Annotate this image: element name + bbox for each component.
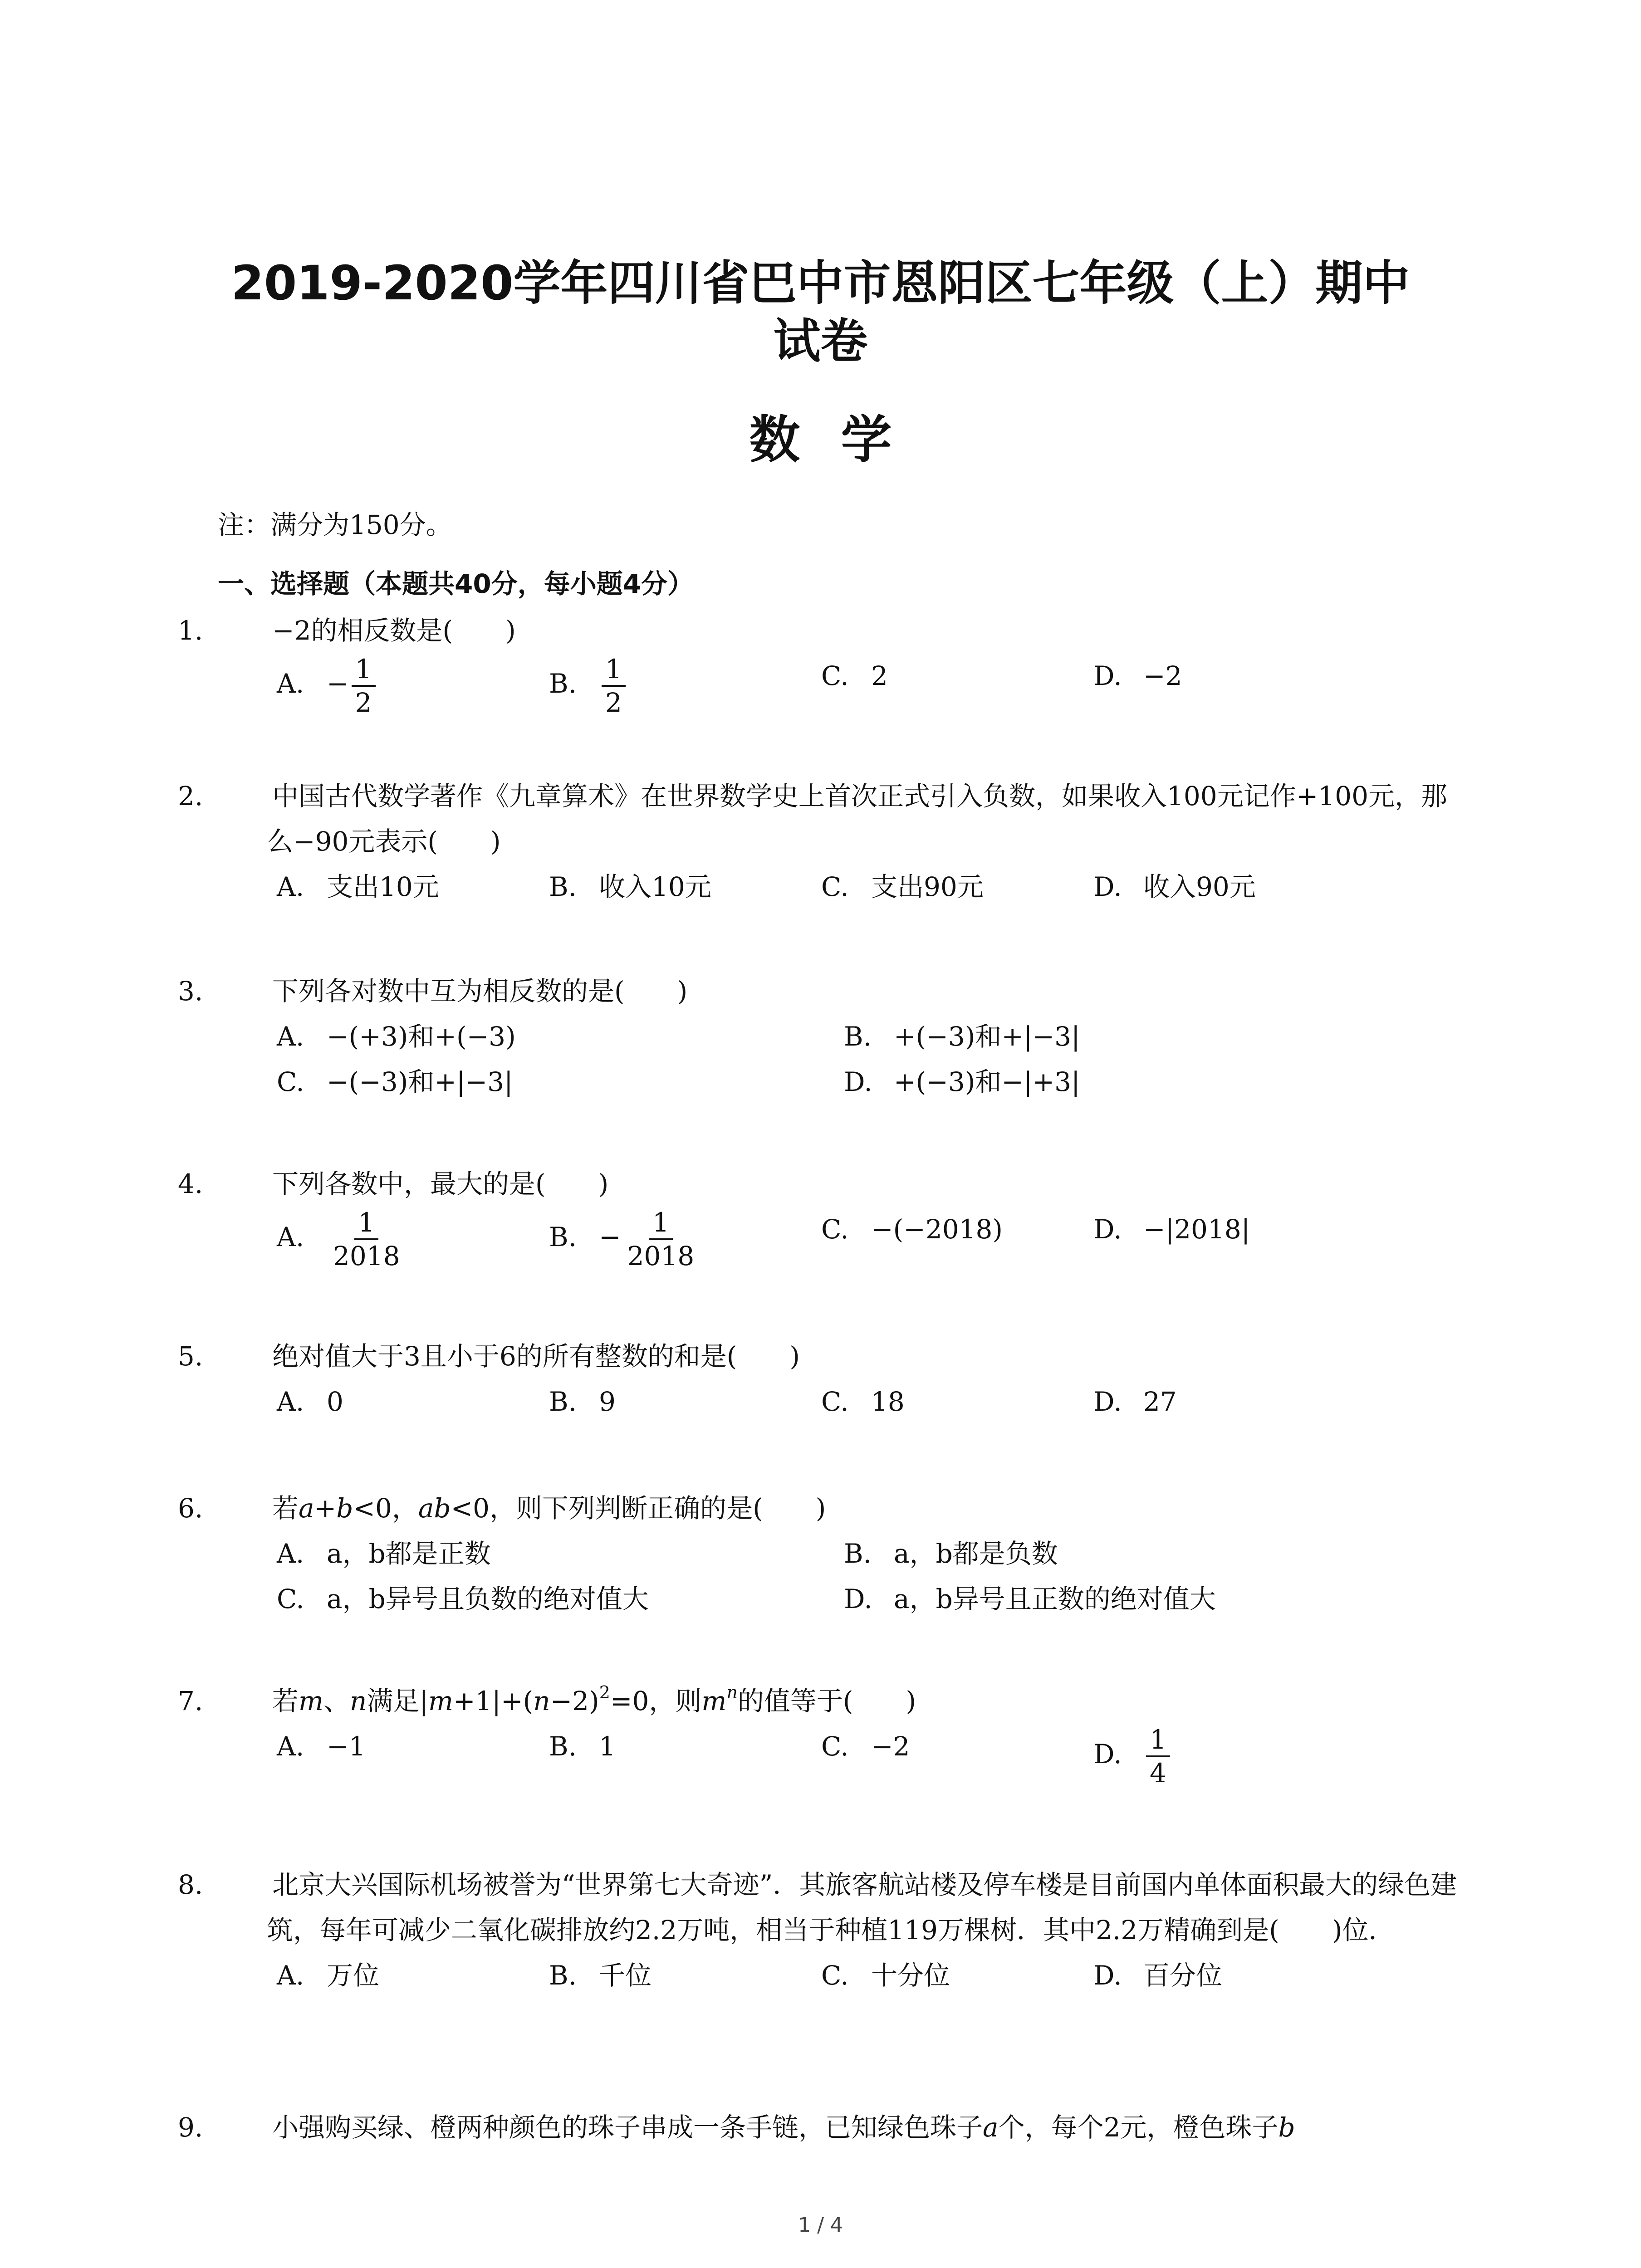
- question-stem: 下列各对数中互为相反数的是( ): [272, 976, 688, 1007]
- section-heading: 一、选择题（本题共40分，每小题4分）: [218, 568, 694, 599]
- question-number: 8.: [178, 1869, 203, 1900]
- subject-heading: 数学: [749, 411, 933, 469]
- question-5: [178, 1334, 1470, 1424]
- question-stem: 下列各数中，最大的是( ): [272, 1168, 609, 1199]
- question-1: [178, 608, 1470, 721]
- option-c: C. 支出90元: [821, 871, 984, 902]
- option-a: A. a，b都是正数: [277, 1538, 491, 1569]
- option-b: B. 千位: [549, 1960, 652, 1991]
- option-c: C. 十分位: [821, 1960, 950, 1991]
- option-a: A. $\frac{1}{2018}$: [277, 1207, 407, 1272]
- question-number: 5.: [178, 1341, 203, 1372]
- option-b: B. $\frac{1}{2}$: [549, 653, 628, 719]
- question-3: [178, 968, 1470, 1105]
- question-stem: 北京大兴国际机场被誉为“世界第七大奇迹”．其旅客航站楼及停车楼是目前国内单体面积最大的绿色建筑，每年可减少二氧化碳排放约2.2万吨，相当于种植119万棵树．其中2.2万精确到是( )位．: [267, 1869, 1457, 1945]
- option-d: D. 百分位: [1093, 1960, 1223, 1991]
- question-stem: 中国古代数学著作《九章算术》在世界数学史上首次正式引入负数，如果收入100元记作+100元，那么−90元表示( ): [267, 781, 1448, 857]
- question-number: 9.: [178, 2112, 203, 2143]
- exam-title-line1: 2019-2020学年四川省巴中市恩阳区七年级（上）期中: [231, 255, 1410, 311]
- option-b: B. − $\frac{1}{2018}$: [549, 1207, 700, 1272]
- option-b: B. 1: [549, 1731, 616, 1762]
- question-2: [178, 773, 1470, 909]
- option-a: A. −(+3)和+(−3): [277, 1021, 516, 1052]
- option-c: C. 18: [821, 1386, 905, 1417]
- option-a: A. − $\frac{1}{2}$: [277, 653, 378, 719]
- option-d: D. −2: [1093, 660, 1182, 691]
- option-b: B. 收入10元: [549, 871, 711, 902]
- fraction: $\frac{1}{2018}$: [627, 1207, 695, 1271]
- question-number: 7.: [178, 1686, 203, 1716]
- option-b: B. 9: [549, 1386, 616, 1417]
- question-stem: 若m、n满足$|m+1|+(n-2)^2=0$，则$m^n$的值等于( ): [272, 1682, 916, 1716]
- question-7: [178, 1678, 1470, 1792]
- option-c: C. −2: [821, 1731, 910, 1762]
- question-number: 2.: [178, 781, 203, 811]
- fraction: $\frac{1}{4}$: [1146, 1724, 1170, 1789]
- fraction: $\frac{1}{2018}$: [333, 1207, 400, 1271]
- page-number: 1 / 4: [798, 2214, 843, 2237]
- option-b: B. +(−3)和+|−3|: [844, 1021, 1080, 1052]
- option-a: A. 万位: [277, 1960, 380, 1991]
- fraction: $\frac{1}{2}$: [352, 653, 376, 719]
- question-stem: 小强购买绿、橙两种颜色的珠子串成一条手链，已知绿色珠子a个，每个2元，橙色珠子b: [272, 2112, 1295, 2143]
- option-a: A. 支出10元: [277, 871, 439, 902]
- option-d: D. +(−3)和−|+3|: [844, 1066, 1080, 1097]
- score-note: 注：满分为150分。: [218, 509, 452, 540]
- option-c: C. −(−2018): [821, 1214, 1003, 1245]
- question-stem: −2的相反数是( ): [272, 615, 516, 646]
- question-8: [178, 1862, 1470, 1998]
- question-6: [178, 1486, 1470, 1622]
- option-b: B. a，b都是负数: [844, 1538, 1058, 1569]
- option-d: D. −|2018|: [1093, 1214, 1250, 1245]
- question-number: 3.: [178, 976, 203, 1007]
- option-a: A. −1: [277, 1731, 366, 1762]
- question-9: [178, 2105, 1470, 2150]
- question-number: 4.: [178, 1168, 203, 1199]
- option-c: C. 2: [821, 660, 888, 691]
- option-c: C. −(−3)和+|−3|: [277, 1066, 513, 1097]
- option-d: D. 27: [1093, 1386, 1177, 1417]
- question-number: 1.: [178, 615, 203, 646]
- option-d: D. a，b异号且正数的绝对值大: [844, 1584, 1216, 1614]
- question-4: [178, 1161, 1470, 1275]
- option-d: D. $\frac{1}{4}$: [1093, 1724, 1173, 1789]
- fraction: $\frac{1}{2}$: [602, 653, 626, 719]
- option-d: D. 收入90元: [1093, 871, 1256, 902]
- question-number: 6.: [178, 1493, 203, 1524]
- question-stem: 若a+b<0，ab<0，则下列判断正确的是( ): [272, 1493, 826, 1524]
- exam-title-line2: 试卷: [773, 313, 868, 369]
- question-stem: 绝对值大于3且小于6的所有整数的和是( ): [272, 1341, 800, 1372]
- option-a: A. 0: [277, 1386, 343, 1417]
- option-c: C. a，b异号且负数的绝对值大: [277, 1584, 649, 1614]
